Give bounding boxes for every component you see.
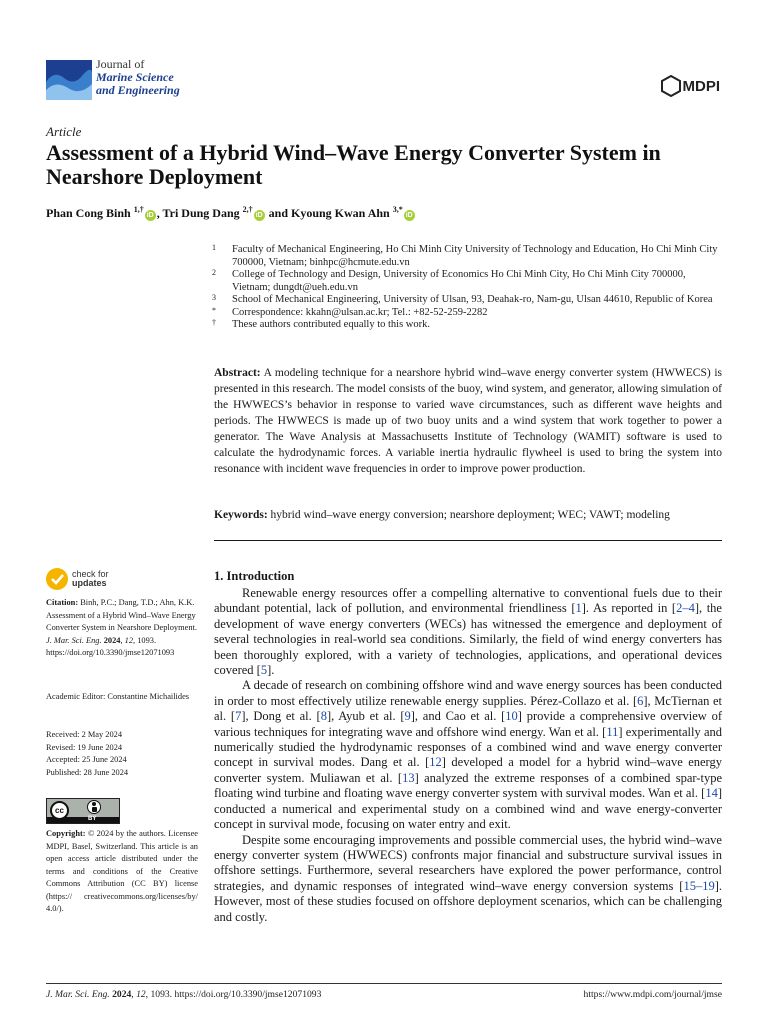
citation-link[interactable]: 11 xyxy=(606,724,619,739)
citation-link[interactable]: 14 xyxy=(705,786,718,801)
affiliation-mark: 3 xyxy=(212,293,216,302)
footer-divider xyxy=(46,983,722,984)
date-received: Received: 2 May 2024 xyxy=(46,730,123,739)
citation-label: Citation: xyxy=(46,598,79,607)
keywords xyxy=(214,507,722,523)
author-sup: 2,† xyxy=(242,205,253,214)
orcid-icon[interactable]: iD xyxy=(405,212,413,219)
author-name: Kyoung Kwan Ahn xyxy=(291,206,390,220)
affiliation-item xyxy=(212,269,722,294)
footer-doi[interactable]: , 1093. https://doi.org/10.3390/jmse12071093 xyxy=(145,989,322,1000)
citation-doi[interactable]: , 1093. https://doi.org/10.3390/jmse12071093 xyxy=(46,635,175,657)
author-name: Phan Cong Binh xyxy=(46,206,131,220)
editor-label: Academic Editor: xyxy=(46,692,106,701)
text-run: ]. As reported in [ xyxy=(581,601,677,616)
text-run: ], the development of wave energy converters (WECs) has witnessed the emergence and deployment of several technologies in real-world sea conditions. Similarly, the field of wind energy converters has been thoroughly explored, with a variety of technologies, applications, and operational devices covered [ xyxy=(214,601,722,678)
footer-citation: J. Mar. Sci. Eng. 2024, 12, 1093. https://doi.org/10.3390/jmse12071093 xyxy=(46,989,322,1000)
divider xyxy=(214,540,722,541)
abstract xyxy=(214,365,722,477)
text-run: ], McTiernan et al. [ xyxy=(214,693,722,724)
orcid-icon[interactable]: iD xyxy=(255,212,263,219)
check-for-updates-button[interactable] xyxy=(46,568,109,590)
copyright-block xyxy=(46,828,198,916)
publisher-name: MDPI xyxy=(682,77,720,95)
keywords-text: hybrid wind–wave energy conversion; nearshore deployment; WEC; VAWT; modeling xyxy=(270,509,670,521)
citation-link[interactable]: 2–4 xyxy=(676,601,695,616)
text-run: ] developed a model for a hybrid wind–wave energy converter system. Muliawan et al. [ xyxy=(214,755,722,785)
date-published: Published: 28 June 2024 xyxy=(46,767,129,777)
citation-link[interactable]: 1 xyxy=(575,601,582,616)
affiliations xyxy=(212,244,722,332)
dates-block xyxy=(46,729,198,779)
affiliation-text: College of Technology and Design, University of Economics Ho Chi Minh City, Ho Chi Minh City 700000, Vietnam; dungdt@ueh.edu.vn xyxy=(232,269,686,293)
author-list xyxy=(46,205,416,221)
affiliation-mark: * xyxy=(212,305,216,315)
text-run: ], Dong et al. [ xyxy=(241,709,321,724)
text-run: ] analyzed the extreme responses of a combined spar-type floating wind turbine and floating wave energy converter system with survival modes. Wan et al. [ xyxy=(214,770,722,801)
text-run: ] conducted a numerical and experimental study on a combined wind and wave energy-converter concept in survival mode, focusing on water entry and exit. xyxy=(214,786,722,832)
affiliation-mark: 1 xyxy=(212,243,216,252)
cc-icon: cc xyxy=(50,801,69,820)
body-text xyxy=(214,586,722,925)
citation-link[interactable]: 9 xyxy=(404,709,411,724)
citation-link[interactable]: 13 xyxy=(402,770,415,785)
date-revised: Revised: 19 June 2024 xyxy=(46,742,123,752)
paragraph xyxy=(214,586,722,678)
text-run: A decade of research on combining offshore wind and wave energy sources has been conducted in order to most effectively utilize renewable energy supplies. Pérez-Collazo et al. [ xyxy=(214,678,722,708)
author-name: Tri Dung Dang xyxy=(162,206,240,220)
citation-year: 2024 xyxy=(103,635,121,645)
page-title: Assessment of a Hybrid Wind–Wave Energy Converter System in Nearshore Deployment xyxy=(46,140,661,189)
cc-license-badge[interactable] xyxy=(46,798,120,824)
journal-logo-icon xyxy=(46,60,92,100)
by-label: BY xyxy=(88,816,97,822)
author-separator: , xyxy=(156,206,160,220)
citation-link[interactable]: 12 xyxy=(429,755,442,770)
orcid-icon[interactable]: iD xyxy=(146,212,154,219)
citation-link[interactable]: 10 xyxy=(505,709,518,724)
affiliation-text: Faculty of Mechanical Engineering, Ho Chi Minh City University of Technology and Education, Ho Chi Minh City 700000, Vietnam; binhpc@hcmute.edu.vn xyxy=(232,244,718,268)
affiliation-item xyxy=(212,294,722,307)
citation-link[interactable]: 5 xyxy=(260,663,268,678)
check-updates-line1: check for xyxy=(72,569,109,579)
journal-name[interactable] xyxy=(96,58,180,97)
footer-volume: 12 xyxy=(136,989,146,1000)
keywords-label: Keywords: xyxy=(214,509,268,521)
citation-link[interactable]: 8 xyxy=(320,709,327,724)
footer-journal-url[interactable]: https://www.mdpi.com/journal/jmse xyxy=(583,989,722,1000)
affiliation-item xyxy=(212,319,722,332)
copyright-text: © 2024 by the authors. Licensee MDPI, Basel, Switzerland. This article is an open access article distributed under the terms and conditions of the Creative Commons Attribution (CC BY) license (https:// creativecommons.org/licenses/by/ 4.0/). xyxy=(46,829,198,913)
footer-journal: J. Mar. Sci. Eng. xyxy=(46,989,110,1000)
text-run: Despite some encouraging improvements and possible commercial uses, the hybrid wind–wave energy converter system (HWWECS) confronts major financial and substructure survival issues in offshore settings. Furthermore, several researchers have explored the power performance, control strategies, and dynamic responses of integrated wind–wave energy conversion systems [ xyxy=(214,832,722,893)
affiliation-text: These authors contributed equally to this work. xyxy=(232,319,430,330)
citation-journal: J. Mar. Sci. Eng. xyxy=(46,635,102,645)
article-type: Article xyxy=(46,124,82,139)
citation-link[interactable]: 15–19 xyxy=(683,878,715,893)
affiliation-mark: 2 xyxy=(212,268,216,277)
text-run: ], Ayub et al. [ xyxy=(326,709,405,724)
author-separator: and xyxy=(268,206,288,220)
citation-text: Binh, P.C.; Dang, T.D.; Ahn, K.K. Assessment of a Hybrid Wind–Wave Energy Converter System in Nearshore Deployment. xyxy=(46,598,197,632)
paragraph xyxy=(214,833,722,925)
affiliation-item xyxy=(212,244,722,269)
journal-name-line1: Journal of xyxy=(96,57,145,71)
text-run: ], and Cao et al. [ xyxy=(410,709,506,724)
author-sup: 3,* xyxy=(392,205,403,214)
text-run: ]. However, most of these studies focused on offshore deployment scenarios, which can be challenging and costly. xyxy=(214,878,722,924)
text-run: ] experimentally and numerically studied the hydrodynamic responses of a combined wind and wave energy converter concept in survival modes. Dang et al. [ xyxy=(214,724,722,770)
affiliation-text: Correspondence: kkahn@ulsan.ac.kr; Tel.: +82-52-259-2282 xyxy=(232,306,488,318)
publisher-hexagon-icon xyxy=(661,75,681,97)
check-updates-line2: updates xyxy=(72,578,107,588)
text-run: Renewable energy resources offer a compelling alternative to conventional fuels due to their abundant potential, lack of pollution, and environmental friendliness [ xyxy=(214,586,722,616)
journal-name-line2: Marine Science xyxy=(96,70,174,84)
check-updates-icon xyxy=(46,568,68,590)
citation-link[interactable]: 6 xyxy=(637,693,644,708)
abstract-label: Abstract: xyxy=(214,367,261,379)
publisher-logo[interactable] xyxy=(661,68,721,104)
copyright-label: Copyright: xyxy=(46,829,86,838)
text-run: ]. xyxy=(267,663,275,678)
citation-block: Citation: Binh, P.C.; Dang, T.D.; Ahn, K.K. Assessment of a Hybrid Wind–Wave Energy Converter System in Nearshore Deployment. J. Mar. Sci. Eng. 2024, 12, 1093. https://doi.org/10.3390/jmse12071093 xyxy=(46,598,197,657)
date-accepted: Accepted: 25 June 2024 xyxy=(46,755,127,764)
author-sup: 1,† xyxy=(133,205,144,214)
text-run: ] provide a comprehensive overview of various techniques for integrating wave and offshore wind energy. Wan et al. [ xyxy=(214,709,722,739)
citation-link[interactable]: 7 xyxy=(235,709,242,724)
academic-editor xyxy=(46,691,198,704)
editor-name: Constantine Michailides xyxy=(107,692,190,701)
affiliation-mark: † xyxy=(212,318,216,327)
footer-year: 2024 xyxy=(112,989,132,1000)
section-heading: 1. Introduction xyxy=(214,569,295,583)
affiliation-text: School of Mechanical Engineering, University of Ulsan, 93, Deahak-ro, Nam-gu, Ulsan 44610, Republic of Korea xyxy=(232,294,713,305)
affiliation-item xyxy=(212,307,722,320)
abstract-text: A modeling technique for a nearshore hybrid wind–wave energy converter system (HWWECS) is presented in this research. The model consists of the buoy, wind system, and generator, allowing simulation of the HWWECS’s behavior in response to varied wave circumstances, such as different wave heights and periods. The HWWECS is made up of two buoy units and a wind system that work together to power a generator. The Wave Analysis at Massachusetts Institute of Technology (WAMIT) software is used to calculate the hydrodynamic forces. A variable inertia hydraulic flywheel is used to bring the system into resonance with incident wave frequencies in order to improve power production. xyxy=(214,367,722,475)
citation-volume: 12 xyxy=(124,635,133,645)
by-person-icon xyxy=(87,800,101,814)
paragraph xyxy=(214,678,722,832)
journal-name-line3: and Engineering xyxy=(96,83,180,97)
